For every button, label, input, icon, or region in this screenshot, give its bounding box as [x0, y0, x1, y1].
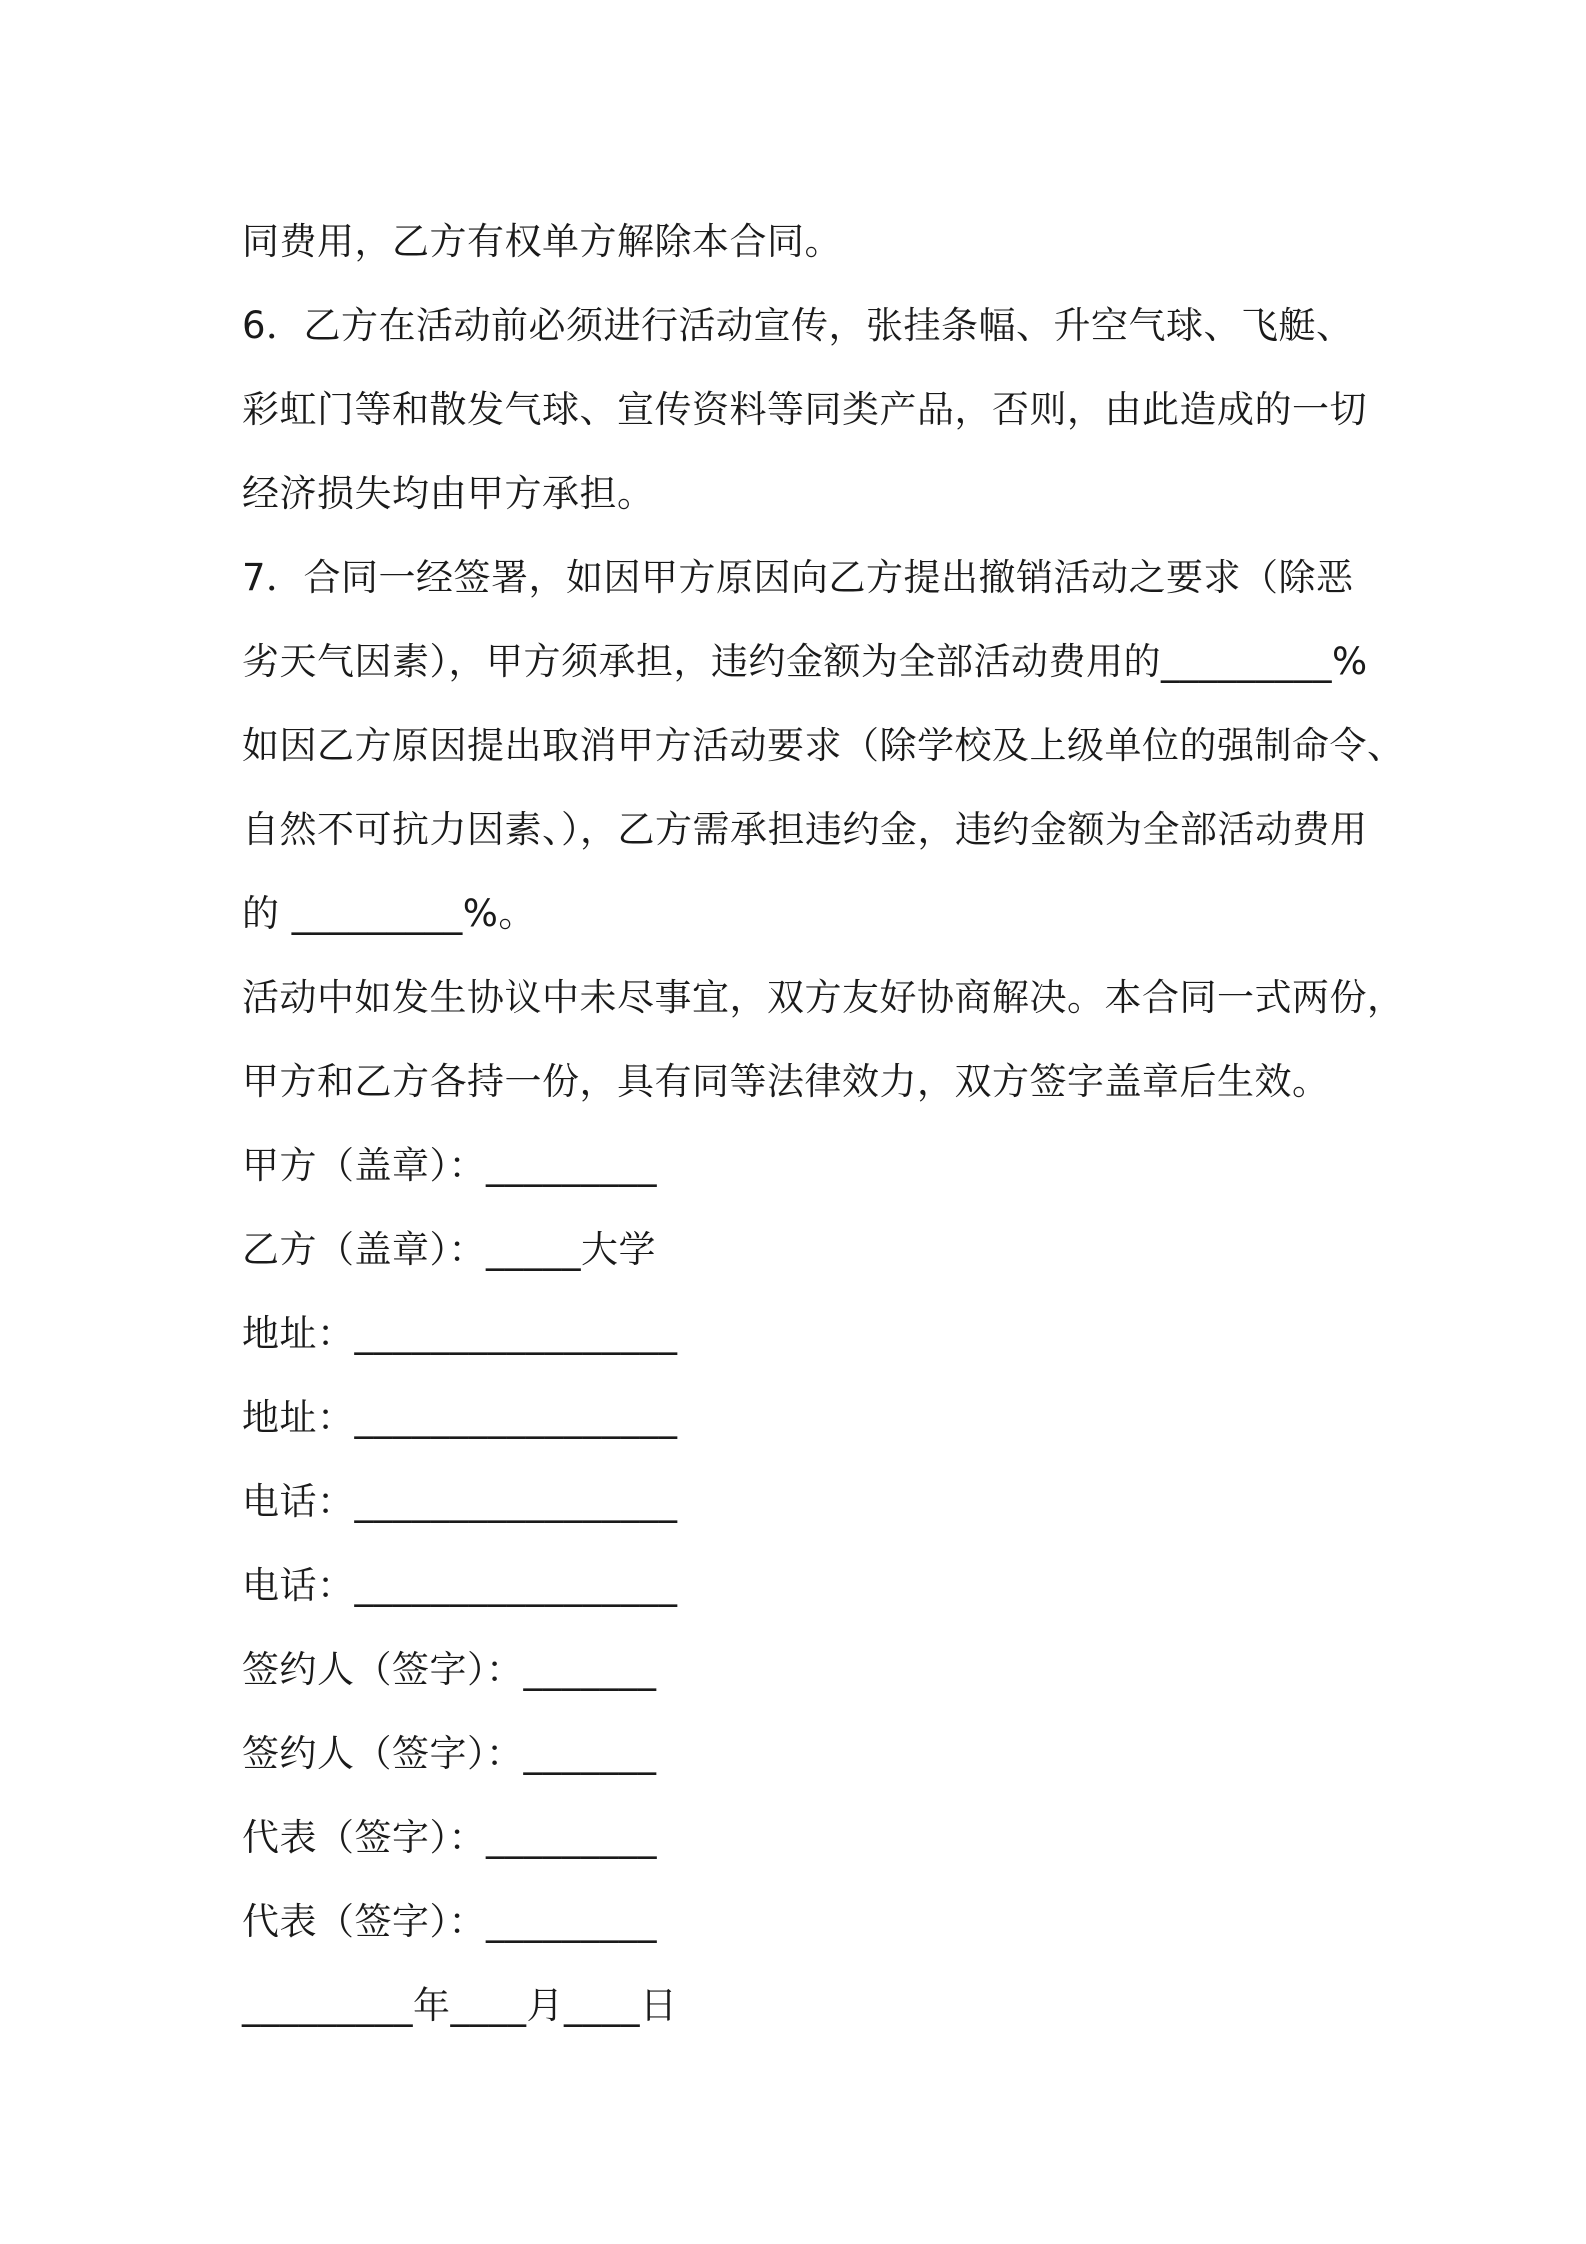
clause-5-continuation: 同费用，乙方有权单方解除本合同。 [242, 220, 842, 263]
closing-paragraph-line-1: 活动中如发生协议中未尽事宜，双方友好协商解决。本合同一式两份， [242, 976, 1405, 1019]
clause-6-line-1: 6．乙方在活动前必须进行活动宣传，张挂条幅、升空气球、飞艇、 [242, 304, 1354, 347]
clause-6-line-3: 经济损失均由甲方承担。 [242, 472, 655, 515]
closing-paragraph-line-2: 甲方和乙方各持一份，具有同等法律效力，双方签字盖章后生效。 [242, 1060, 1330, 1103]
address-field-a: 地址：_________________ [242, 1312, 678, 1355]
phone-field-a: 电话：_________________ [242, 1480, 678, 1523]
signatory-field-b: 签约人（签字）：_______ [242, 1732, 657, 1775]
clause-7-line-4: 自然不可抗力因素、），乙方需承担违约金，违约金额为全部活动费用 [242, 808, 1368, 851]
clause-7-line-3: 如因乙方原因提出取消甲方活动要求（除学校及上级单位的强制命令、 [242, 724, 1405, 767]
date-field: _________年____月____日 [242, 1984, 678, 2027]
party-b-seal-field: 乙方（盖章）：_____大学 [242, 1228, 656, 1271]
clause-7-line-1: 7．合同一经签署，如因甲方原因向乙方提出撤销活动之要求（除恶 [242, 556, 1354, 599]
contract-body [242, 200, 1405, 2048]
clause-6-line-2: 彩虹门等和散发气球、宣传资料等同类产品，否则，由此造成的一切 [242, 388, 1367, 431]
clause-7-line-5: 的 _________%。 [242, 892, 536, 935]
representative-field-b: 代表（签字）：_________ [242, 1900, 657, 1943]
address-field-b: 地址：_________________ [242, 1396, 678, 1439]
party-a-seal-field: 甲方（盖章）：_________ [242, 1144, 657, 1187]
clause-7-line-2: 劣天气因素），甲方须承担，违约金额为全部活动费用的_________% [242, 640, 1368, 683]
signatory-field-a: 签约人（签字）：_______ [242, 1648, 657, 1691]
representative-field-a: 代表（签字）：_________ [242, 1816, 657, 1859]
phone-field-b: 电话：_________________ [242, 1564, 678, 1607]
